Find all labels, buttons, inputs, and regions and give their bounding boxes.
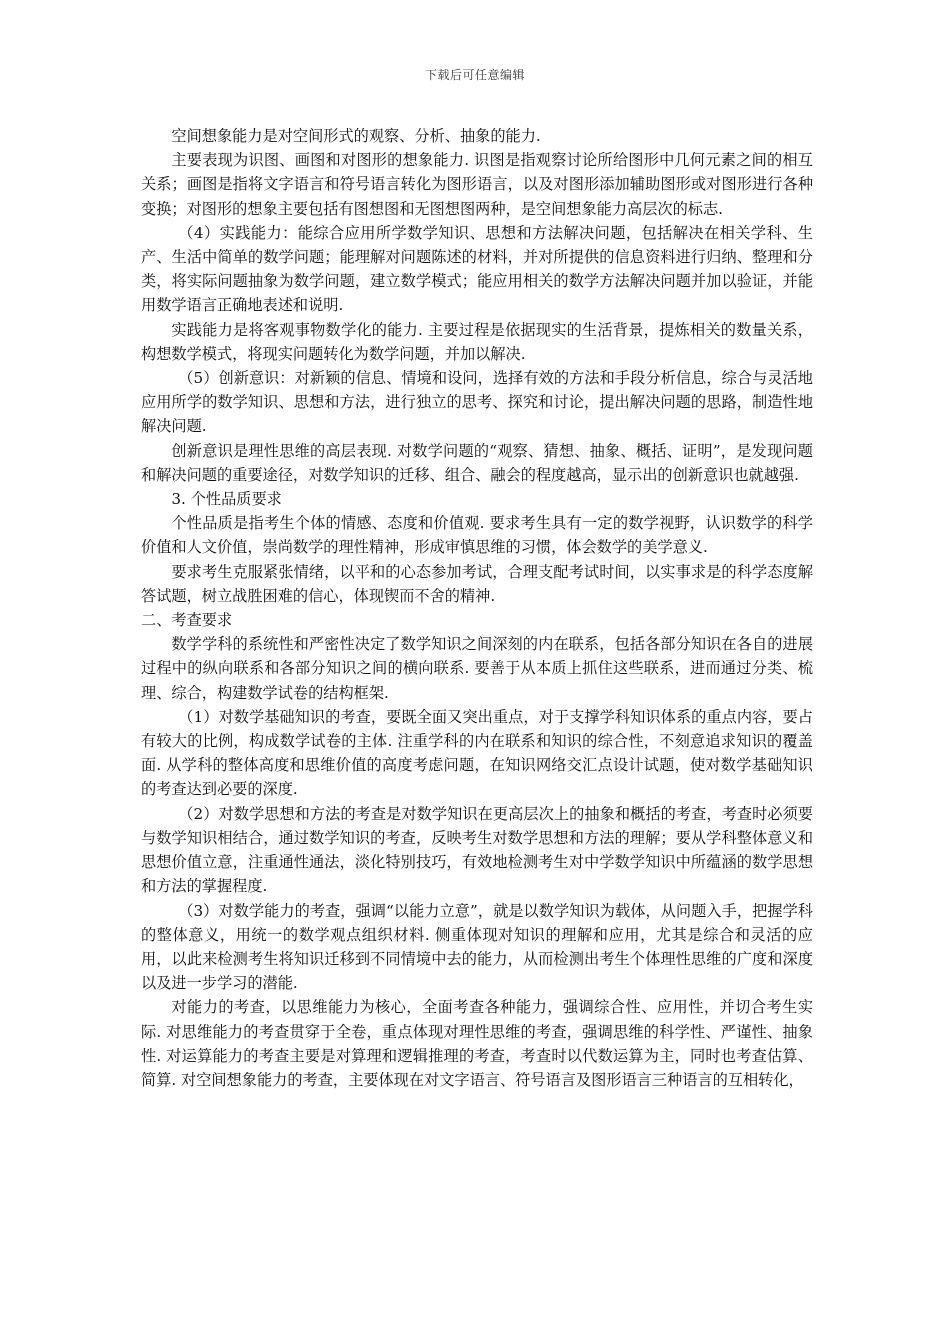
paragraph: 空间想象能力是对空间形式的观察、分析、抽象的能力. — [171, 127, 541, 145]
paragraph: 主要表现为识图、画图和对图形的想象能力. 识图是指观察讨论所给图形中几何元素之间的相互关系；画图是指将文字语言和符号语言转化为图形语言，以及对图形添加辅助图形或对图形进行各种变换；对图形的想象主要包括有图想图和无图想图两种，是空间想象能力高层次的标志. — [141, 151, 813, 218]
paragraph: 数学学科的系统性和严密性决定了数学知识之间深刻的内在联系，包括各部分知识在各自的进展过程中的纵向联系和各部分知识之间的横向联系. 要善于从本质上抓住这些联系，进而通过分类、梳理、综合，构建数学试卷的结构框架. — [141, 635, 813, 702]
paragraph: （2）对数学思想和方法的考查是对数学知识在更高层次上的抽象和概括的考查，考查时必须要与数学知识相结合，通过数学知识的考查，反映考生对数学思想和方法的理解；要从学科整体意义和思想价值立意，注重通性通法，淡化特别技巧，有效地检测考生对中学数学知识中所蕴涵的数学思想和方法的掌握程度. — [141, 804, 813, 896]
paragraph: （1）对数学基础知识的考查，要既全面又突出重点，对于支撑学科知识体系的重点内容，要占有较大的比例，构成数学试卷的主体. 注重学科的内在联系和知识的综合性，不刻意追求知识的覆盖面. 从学科的整体高度和思维价值的高度考虑问题，在知识网络交汇点设计试题，使对数学基础知识的考查达到必要的深度. — [141, 707, 813, 799]
paragraph: 创新意识是理性思维的高层表现. 对数学问题的“观察、猜想、抽象、概括、证明”，是发现问题和解决问题的重要途径，对数学知识的迁移、组合、融会的程度越高，显示出的创新意识也就越强. — [141, 441, 813, 484]
page-header: 下载后可任意编辑 — [424, 68, 525, 82]
document-body — [141, 124, 813, 1092]
paragraph: （3）对数学能力的考查，强调“以能力立意”，就是以数学知识为载体，从问题入手，把握学科的整体意义，用统一的数学观点组织材料. 侧重体现对知识的理解和应用，尤其是综合和灵活的应用，以此来检测考生将知识迁移到不同情境中去的能力，从而检测出考生个体理性思维的广度和深度以及进一步学习的潜能. — [141, 901, 813, 993]
paragraph: 实践能力是将客观事物数学化的能力. 主要过程是依据现实的生活背景，提炼相关的数量关系，构想数学模式，将现实问题转化为数学问题，并加以解决. — [141, 320, 813, 363]
paragraph: 3. 个性品质要求 — [171, 490, 282, 509]
paragraph: 二、考查要求 — [141, 611, 233, 630]
paragraph: （5）创新意识：对新颖的信息、情境和设问，选择有效的方法和手段分析信息，综合与灵活地应用所学的数学知识、思想和方法，进行独立的思考、探究和讨论，提出解决问题的思路，制造性地解决问题. — [141, 369, 813, 436]
paragraph: 个性品质是指考生个体的情感、态度和价值观. 要求考生具有一定的数学视野，认识数学的科学价值和人文价值，崇尚数学的理性精神，形成审慎思维的习惯，体会数学的美学意义. — [141, 514, 813, 557]
paragraph: 要求考生克服紧张情绪，以平和的心态参加考试，合理支配考试时间，以实事求是的科学态度解答试题，树立战胜困难的信心，体现锲而不舍的精神. — [141, 562, 813, 605]
paragraph: （4）实践能力：能综合应用所学数学知识、思想和方法解决问题，包括解决在相关学科、生产、生活中简单的数学问题；能理解对问题陈述的材料，并对所提供的信息资料进行归纳、整理和分类，将实际问题抽象为数学问题，建立数学模式；能应用相关的数学方法解决问题并加以验证，并能用数学语言正确地表述和说明. — [141, 223, 813, 315]
paragraph: 对能力的考查，以思维能力为核心，全面考查各种能力，强调综合性、应用性，并切合考生实际. 对思维能力的考查贯穿于全卷，重点体现对理性思维的考查，强调思维的科学性、严谨性、抽象性. 对运算能力的考查主要是对算理和逻辑推理的考查，考查时以代数运算为主，同时也考查估算、简算. 对空间想象能力的考查，主要体现在对文字语言、符号语言及图形语言三种语言的互相转化， — [141, 998, 813, 1089]
